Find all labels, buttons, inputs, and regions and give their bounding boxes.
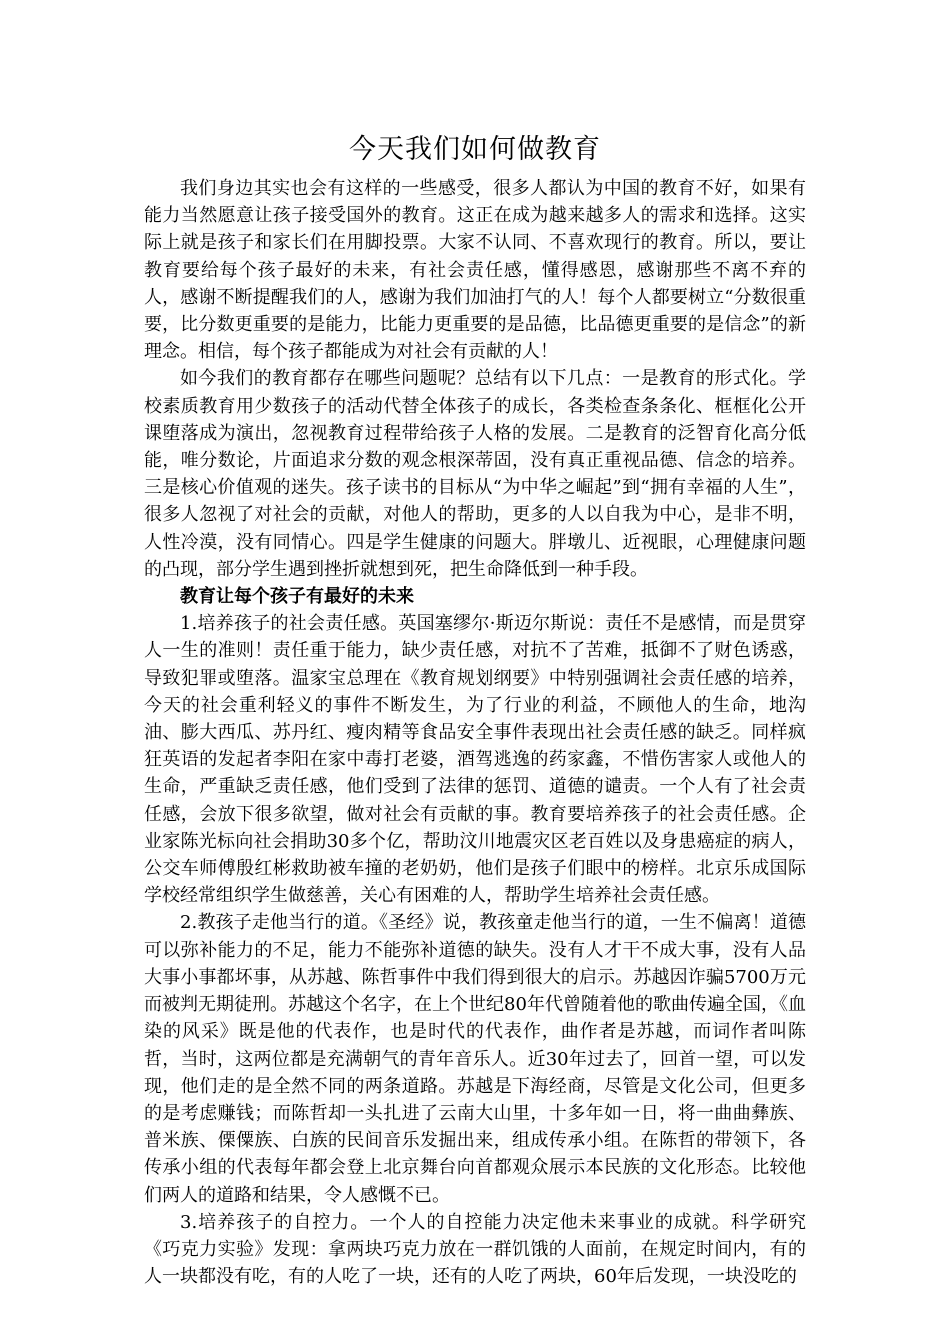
paragraph-intro: 我们身边其实也会有这样的一些感受，很多人都认为中国的教育不好，如果有能力当然愿意让孩子接受国外的教育。这正在成为越来越多人的需求和选择。这实际上就是孩子和家长们在用脚投票。大家不认同、不喜欢现行的教育。所以，要让教育要给每个孩子最好的未来，有社会责任感，懂得感恩，感谢那些不离不弃的人，感谢不断提醒我们的人，感谢为我们加油打气的人！每个人都要树立“分数很重要，比分数更重要的是能力，比能力更重要的是品德，比品德更重要的是信念”的新理念。相信，每个孩子都能成为对社会有贡献的人！ <box>144 178 806 363</box>
page-title: 今天我们如何做教育 <box>349 134 601 165</box>
paragraph-section-3: 3.培养孩子的自控力。一个人的自控能力决定他未来事业的成就。科学研究《巧克力实验》发现：拿两块巧克力放在一群饥饿的人面前，在规定时间内，有的人一块都没有吃，有的人吃了一块，还有的人吃了两块，60年后发现，一块没吃的 <box>144 1211 806 1288</box>
paragraph-problems: 如今我们的教育都存在哪些问题呢？总结有以下几点：一是教育的形式化。学校素质教育用少数孩子的活动代替全体孩子的成长，各类检查条条化、框框化公开课堕落成为演出，忽视教育过程带给孩子人格的发展。二是教育的泛智育化高分低能，唯分数论，片面追求分数的观念根深蒂固，没有真正重视品德、信念的培养。三是核心价值观的迷失。孩子读书的目标从“为中华之崛起”到“拥有幸福的人生”，很多人忽视了对社会的贡献，对他人的帮助，更多的人以自我为中心，是非不明，人性冷漠，没有同情心。四是学生健康的问题大。胖墩儿、近视眼，心理健康问题的凸现，部分学生遇到挫折就想到死，把生命降低到一种手段。 <box>144 368 806 580</box>
paragraph-section-2: 2.教孩子走他当行的道。《圣经》说，教孩童走他当行的道，一生不偏离！道德可以弥补能力的不足，能力不能弥补道德的缺失。没有人才干不成大事，没有人品大事小事都坏事，从苏越、陈哲事件中我们得到很大的启示。苏越因诈骗5700万元而被判无期徒刑。苏越这个名字，在上个世纪80年代曾随着他的歌曲传遍全国，《血染的风采》既是他的代表作，也是时代的代表作，曲作者是苏越，而词作者叫陈哲，当时，这两位都是充满朝气的青年音乐人。近30年过去了，回首一望，可以发现，他们走的是全然不同的两条道路。苏越是下海经商，尽管是文化公司，但更多的是考虑赚钱；而陈哲却一头扎进了云南大山里，十多年如一日，将一曲曲彝族、普米族、傈僳族、白族的民间音乐发掘出来，组成传承小组。在陈哲的带领下，各传承小组的代表每年都会登上北京舞台向首都观众展示本民族的文化形态。比较他们两人的道路和结果，令人感慨不已。 <box>144 912 806 1206</box>
paragraph-section-1: 1.培养孩子的社会责任感。英国塞缪尔·斯迈尔斯说：责任不是感情，而是贯穿人一生的准则！责任重于能力，缺少责任感，对抗不了苦难，抵御不了财色诱惑，导致犯罪或堕落。温家宝总理在《教育规划纲要》中特别强调社会责任感的培养，今天的社会重利轻义的事件不断发生，为了行业的利益，不顾他人的生命，地沟油、膨大西瓜、苏丹红、瘦肉精等食品安全事件表现出社会责任感的缺乏。同样疯狂英语的发起者李阳在家中毒打老婆，酒驾逃逸的药家鑫，不惜伤害家人或他人的生命，严重缺乏责任感，他们受到了法律的惩罚、道德的谴责。一个人有了社会责任感，会放下很多欲望，做对社会有贡献的事。教育要培养孩子的社会责任感。企业家陈光标向社会捐助30多个亿，帮助汶川地震灾区老百姓以及身患癌症的病人，公交车师傅殷红彬救助被车撞的老奶奶，他们是孩子们眼中的榜样。北京乐成国际学校经常组织学生做慈善，关心有困难的人，帮助学生培养社会责任感。 <box>144 613 806 907</box>
section-heading: 教育让每个孩子有最好的未来 <box>180 586 414 608</box>
document-body <box>144 131 806 1290</box>
